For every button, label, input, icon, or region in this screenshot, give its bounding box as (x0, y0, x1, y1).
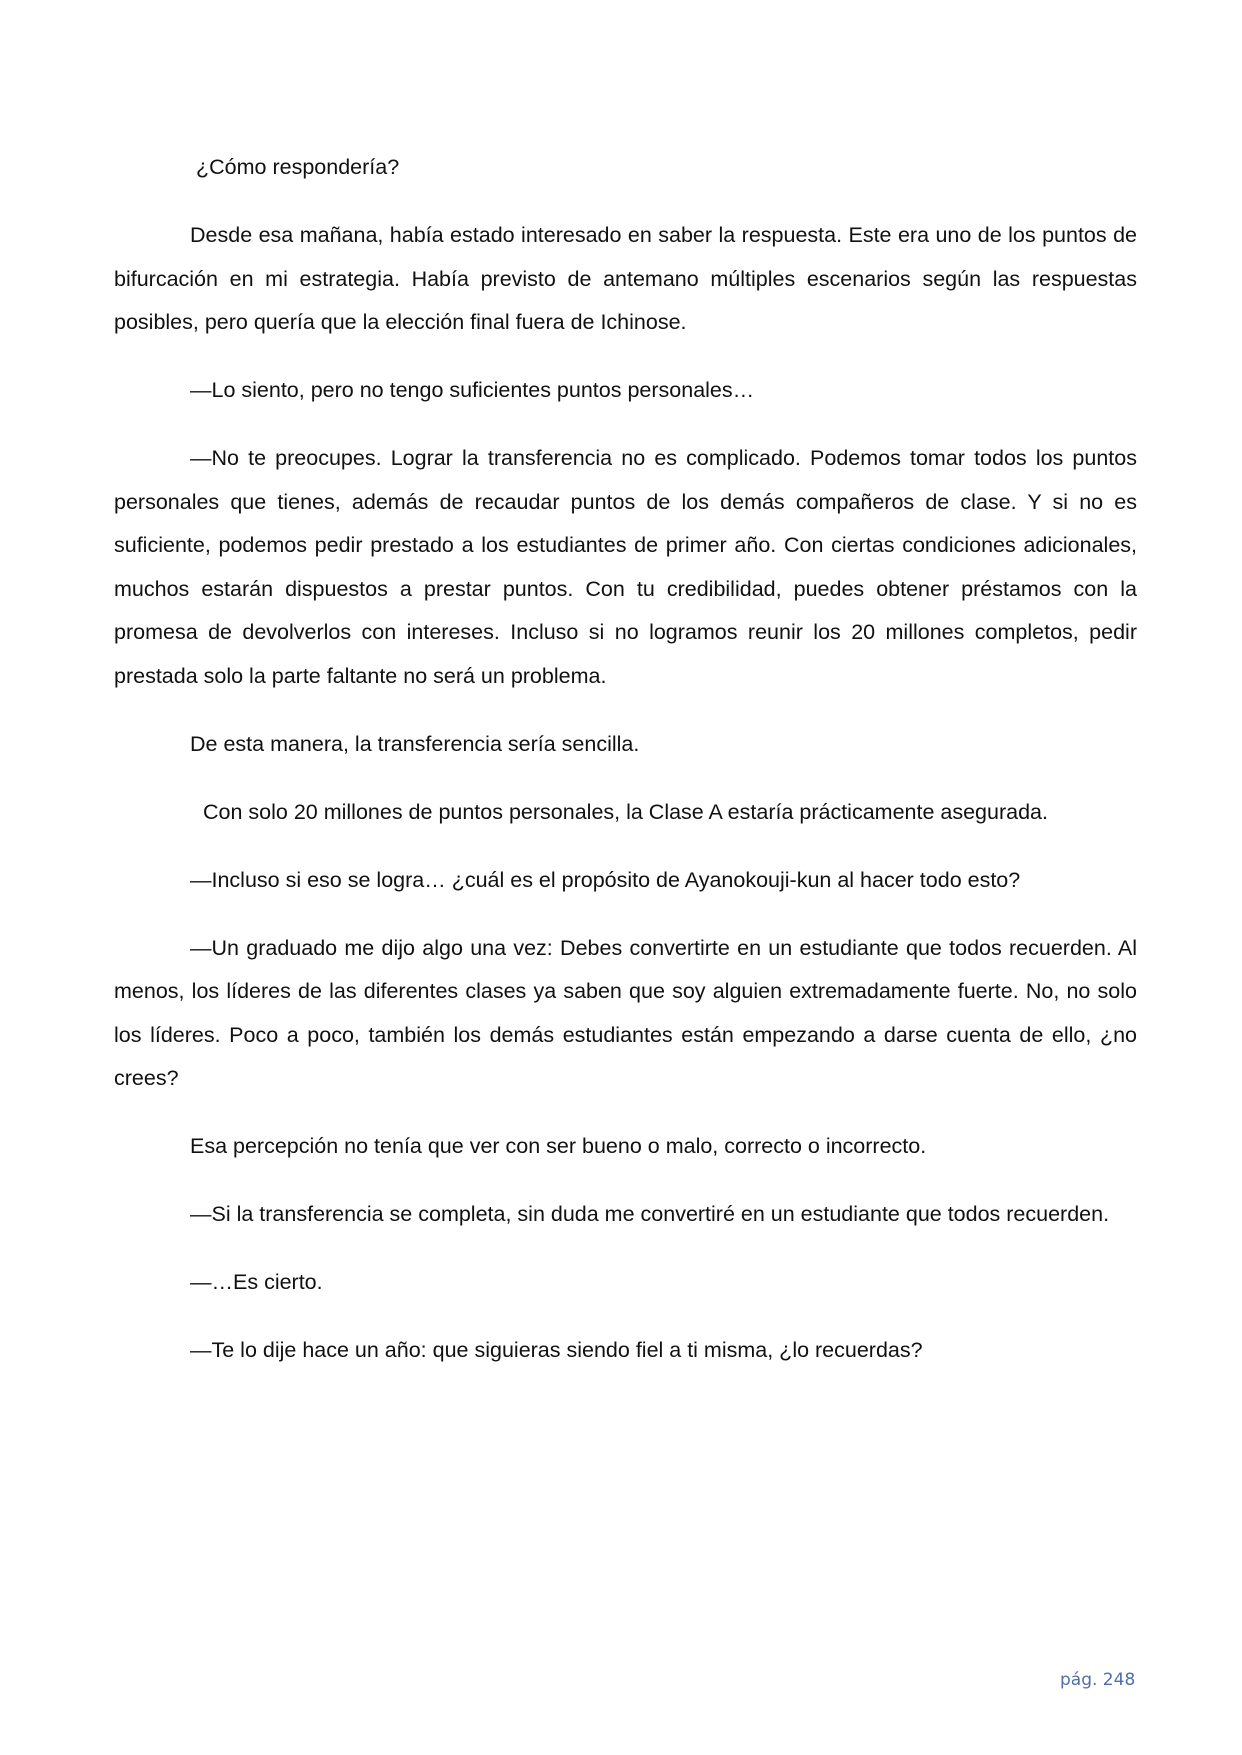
paragraph-dialogue-graduate: —Un graduado me dijo algo una vez: Debes convertirte en un estudiante que todos recuerden. Al menos, los líderes de las diferentes clases ya saben que soy alguien extremadamente fuerte. No, no solo los líderes. Poco a poco, también los demás estudiantes están empezando a darse cuenta de ello, ¿no crees? (114, 935, 1137, 1090)
document-page (114, 146, 1137, 1397)
paragraph-dialogue-purpose: —Incluso si eso se logra… ¿cuál es el propósito de Ayanokouji-kun al hacer todo esto? (190, 867, 1021, 892)
paragraph-narration-strategy: Desde esa mañana, había estado interesado en saber la respuesta. Este era uno de los puntos de bifurcación en mi estrategia. Había previsto de antemano múltiples escenarios según las respuestas posibles, pero quería que la elección final fuera de Ichinose. (114, 223, 1137, 334)
paragraph-narration-perception: Esa percepción no tenía que ver con ser bueno o malo, correcto o incorrecto. (190, 1134, 927, 1158)
paragraph-dialogue-remembered: —Si la transferencia se completa, sin duda me convertiré en un estudiante que todos recuerden. (190, 1202, 1110, 1226)
paragraph-narration-simple: De esta manera, la transferencia sería sencilla. (190, 731, 640, 756)
paragraph-dialogue-year-ago: —Te lo dije hace un año: que siguieras siendo fiel a ti misma, ¿lo recuerdas? (190, 1338, 923, 1362)
paragraph-dialogue-transfer-plan: —No te preocupes. Lograr la transferencia no es complicado. Podemos tomar todos los puntos personales que tienes, además de recaudar puntos de los demás compañeros de clase. Y si no es suficiente, podemos pedir prestado a los estudiantes de primer año. Con ciertas condiciones adicionales, muchos estarán dispuestos a prestar puntos. Con tu credibilidad, puedes obtener préstamos con la promesa de devolverlos con intereses. Incluso si no logramos reunir los 20 millones completos, pedir prestada solo la parte faltante no será un problema. (114, 446, 1137, 688)
page-number: pág. 248 (1060, 1670, 1136, 1690)
paragraph-question: ¿Cómo respondería? (196, 155, 400, 179)
paragraph-narration-class-a: Con solo 20 millones de puntos personales, la Clase A estaría prácticamente asegurada. (203, 799, 1048, 824)
paragraph-dialogue-true: —…Es cierto. (190, 1270, 323, 1294)
paragraph-dialogue-not-enough-points: —Lo siento, pero no tengo suficientes puntos personales… (190, 378, 755, 402)
